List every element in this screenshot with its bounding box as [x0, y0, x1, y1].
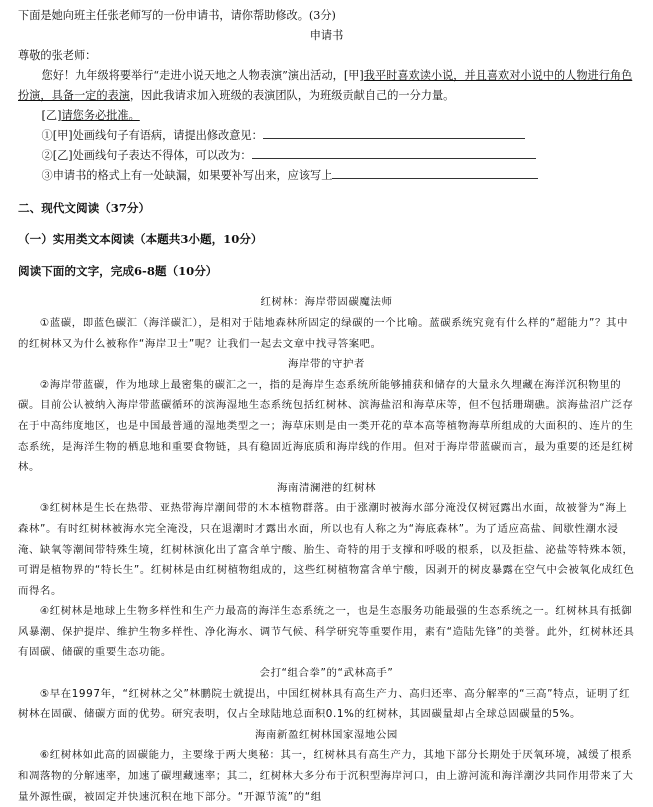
closing-underlined: 请您务必批准。 — [61, 109, 140, 122]
letter-body-part2: ，因此我请求加入班级的表演团队，为班级贡献自己的一分力量。 — [129, 89, 455, 102]
answer-blank-2[interactable] — [252, 147, 536, 159]
article-subtitle-3: 会打“组合拳”的“武林高手” — [259, 667, 394, 680]
closing-mark: [乙] — [41, 109, 62, 122]
article-subtitle-2: 海南清澜港的红树林 — [277, 481, 376, 494]
letter-body-underlined: 我平时喜欢读小说，并且喜欢对小说中的人物进行角色扮演，具备一定的表演 — [18, 69, 633, 102]
article-paragraph-1: ①蓝碳，即蓝色碳汇（海洋碳汇），是相对于陆地森林所固定的绿碳的一个比喻。蓝碳系统究竟有什么样的“超能力”？其中的红树林又为什么被称作“海岸卫士”呢？让我们一起去文章中找寻答案吧。 — [18, 316, 629, 350]
article-paragraph-4: ④红树林是地球上生物多样性和生产力最高的海洋生态系统之一，也是生态服务功能最强的生态系统之一。红树林具有抵御风暴潮、保护提岸、维护生物多样性、净化海水、调节气候、科学研究等重要作用，素有“造陆先锋”的美誉。此外，红树林还具有固碳、储碳的重要生态功能。 — [18, 605, 635, 659]
letter-closing — [18, 106, 635, 126]
section-instruction: 阅读下面的文字，完成6-8题（10分） — [18, 263, 218, 278]
article-paragraph-5: ⑤早在1997年，“红树林之父”林鹏院士就提出，中国红树林具有高生产力、高归还率、高分解率的“三高”特点，证明了红树林在固碳、储碳方面的优势。研究表明，仅占全球陆地总面积0.1%的红树林，其固碳量却占全球总固碳量的5%。 — [18, 687, 631, 721]
question-3-text: ③申请书的格式上有一处缺漏，如果要补写出来，应该写上 — [41, 169, 333, 182]
question-3 — [18, 166, 635, 186]
article — [18, 292, 635, 807]
article-title: 红树林：海岸带固碳魔法师 — [260, 296, 393, 309]
letter-body-part1: 您好！九年级将要举行“走进小说天地之人物表演”演出活动，[甲] — [41, 69, 364, 82]
article-paragraph-6: ⑥红树林如此高的固碳能力，主要缘于两大奥秘：其一，红树林具有高生产力，其地下部分长期处于厌氧环境，减缓了根系和凋落物的分解速率，加速了碳埋藏速率；其二，红树林大多分布于沉积型海岸河口，由上游河流和海洋潮汐共同作用带来了大量外源性碳，被固定并快速沉积在地下部分。“开源节流”的“组 — [18, 749, 634, 803]
section-heading: 二、现代文阅读（37分） — [18, 200, 151, 215]
answer-blank-1[interactable] — [263, 127, 525, 139]
question-2-text: ②[乙]处画线句子表达不得体，可以改为： — [41, 149, 252, 162]
article-paragraph-2: ②海岸带蓝碳，作为地球上最密集的碳汇之一，指的是海岸生态系统所能够捕获和储存的大量永久埋藏在海洋沉积物里的碳。目前公认被纳入海岸带蓝碳循环的滨海湿地生态系统包括红树林、滨海盐沼和海草床等，但不包括珊瑚礁。滨海盐沼广泛存在于中高纬度地区，也是中国最普通的湿地类型之一；海草床则是由一类开花的草本高等植物海草所组成的大面积的、连片的生态系统，是海洋生物的栖息地和重要食物链，具有稳固近海底质和海岸线的作用。但对于海岸带蓝碳而言，最为重要的还是红树林。 — [18, 378, 634, 474]
question-1 — [18, 126, 635, 146]
article-subtitle-1: 海岸带的守护者 — [288, 358, 365, 371]
answer-blank-3[interactable] — [332, 167, 538, 179]
section-subheading: （一）实用类文本阅读（本题共3小题，10分） — [18, 232, 263, 247]
article-subtitle-4: 海南新盈红树林国家湿地公园 — [255, 728, 398, 741]
question-1-text: ①[甲]处画线句子有语病，请提出修改意见： — [41, 129, 263, 142]
letter-body — [18, 66, 635, 106]
question-2 — [18, 146, 635, 166]
letter-salutation: 尊敬的张老师： — [18, 49, 97, 62]
intro-text: 下面是她向班主任张老师写的一份申请书，请你帮助修改。(3分) — [18, 9, 336, 22]
article-paragraph-3: ③红树林是生长在热带、亚热带海岸潮间带的木本植物群落。由于涨潮时被海水部分淹没仅树冠露出水面，故被誉为“海上森林”。有时红树林被海水完全淹没，只在退潮时才露出水面，所以也有人称之为“海底森林”。为了适应高盐、间歇性潮水浸淹、缺氧等潮间带特殊生境，红树林演化出了富含单宁酸、胎生、奇特的用于支撑和呼吸的根系，以及拒盐、泌盐等特殊本领，可谓是植物界的“特长生”。红树林是由红树植物组成的，这些红树植物富含单宁酸，因剥开的树皮暴露在空气中会被氧化成红色而得名。 — [18, 502, 635, 597]
letter-title: 申请书 — [309, 29, 344, 42]
